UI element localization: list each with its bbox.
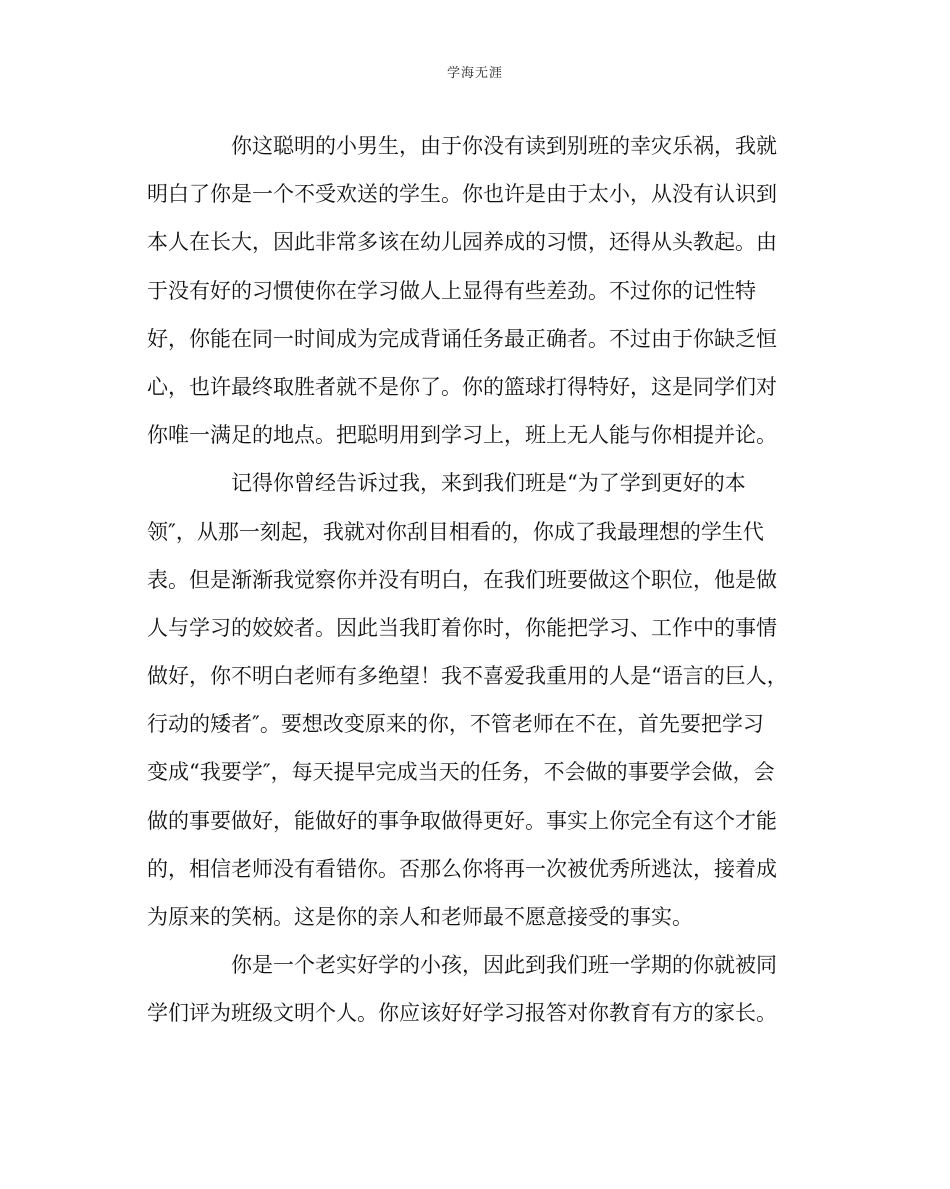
document-body (147, 122, 807, 1038)
text-line: 记得你曾经告诉过我，来到我们班是“为了学到更好的本 (231, 471, 746, 496)
text-line: 变成“我要学″，每天提早完成当天的任务，不会做的事要学会做，会 (147, 760, 775, 785)
text-line: 领″，从那一刻起，我就对你刮目相看的，你成了我最理想的学生代 (147, 519, 764, 544)
text-line: 你是一个老实好学的小孩，因此到我们班一学期的你就被同 (231, 953, 777, 978)
text-line: 心，也许最终取胜者就不是你了。你的篮球打得特好，这是同学们对 (147, 374, 777, 399)
text-line: 明白了你是一个不受欢送的学生。你也许是由于太小，从没有认识到 (147, 182, 777, 207)
text-line: 做的事要做好，能做好的事争取做得更好。事实上你完全有这个才能 (147, 808, 777, 833)
text-line: 的，相信老师没有看错你。否那么你将再一次被优秀所逃汰，接着成 (147, 856, 777, 881)
text-line: 人与学习的姣姣者。因此当我盯着你时，你能把学习、工作中的事情 (147, 615, 777, 640)
text-line: 学们评为班级文明个人。你应该好好学习报答对你教育有方的家长。 (147, 1001, 777, 1026)
text-line: 于没有好的习惯使你在学习做人上显得有些差劲。不过你的记性特 (147, 278, 756, 303)
paragraph-1 (147, 122, 807, 459)
text-line: 好，你能在同一时间成为完成背诵任务最正确者。不过由于你缺乏恒 (147, 326, 777, 351)
text-line: 行动的矮者″。要想改变原来的你，不管老师在不在，首先要把学习 (147, 712, 764, 737)
text-line: 本人在长大，因此非常多该在幼儿园养成的习惯，还得从头教起。由 (147, 230, 777, 255)
text-line: 你这聪明的小男生，由于你没有读到别班的幸灾乐祸，我就 (231, 134, 777, 158)
text-line: 为原来的笑柄。这是你的亲人和老师最不愿意接受的事实。 (147, 905, 693, 929)
paragraph-3 (147, 941, 807, 1037)
paragraph-2 (147, 459, 807, 941)
text-line: 做好，你不明白老师有多绝望！我不喜爱我重用的人是“语言的巨人， (147, 664, 788, 689)
text-line: 你唯一满足的地点。把聪明用到学习上，班上无人能与你相提并论。 (147, 423, 777, 448)
text-line: 表。但是渐渐我觉察你并没有明白，在我们班要做这个职位，他是做 (147, 567, 777, 592)
page-header: 学海无涯 (446, 66, 503, 81)
